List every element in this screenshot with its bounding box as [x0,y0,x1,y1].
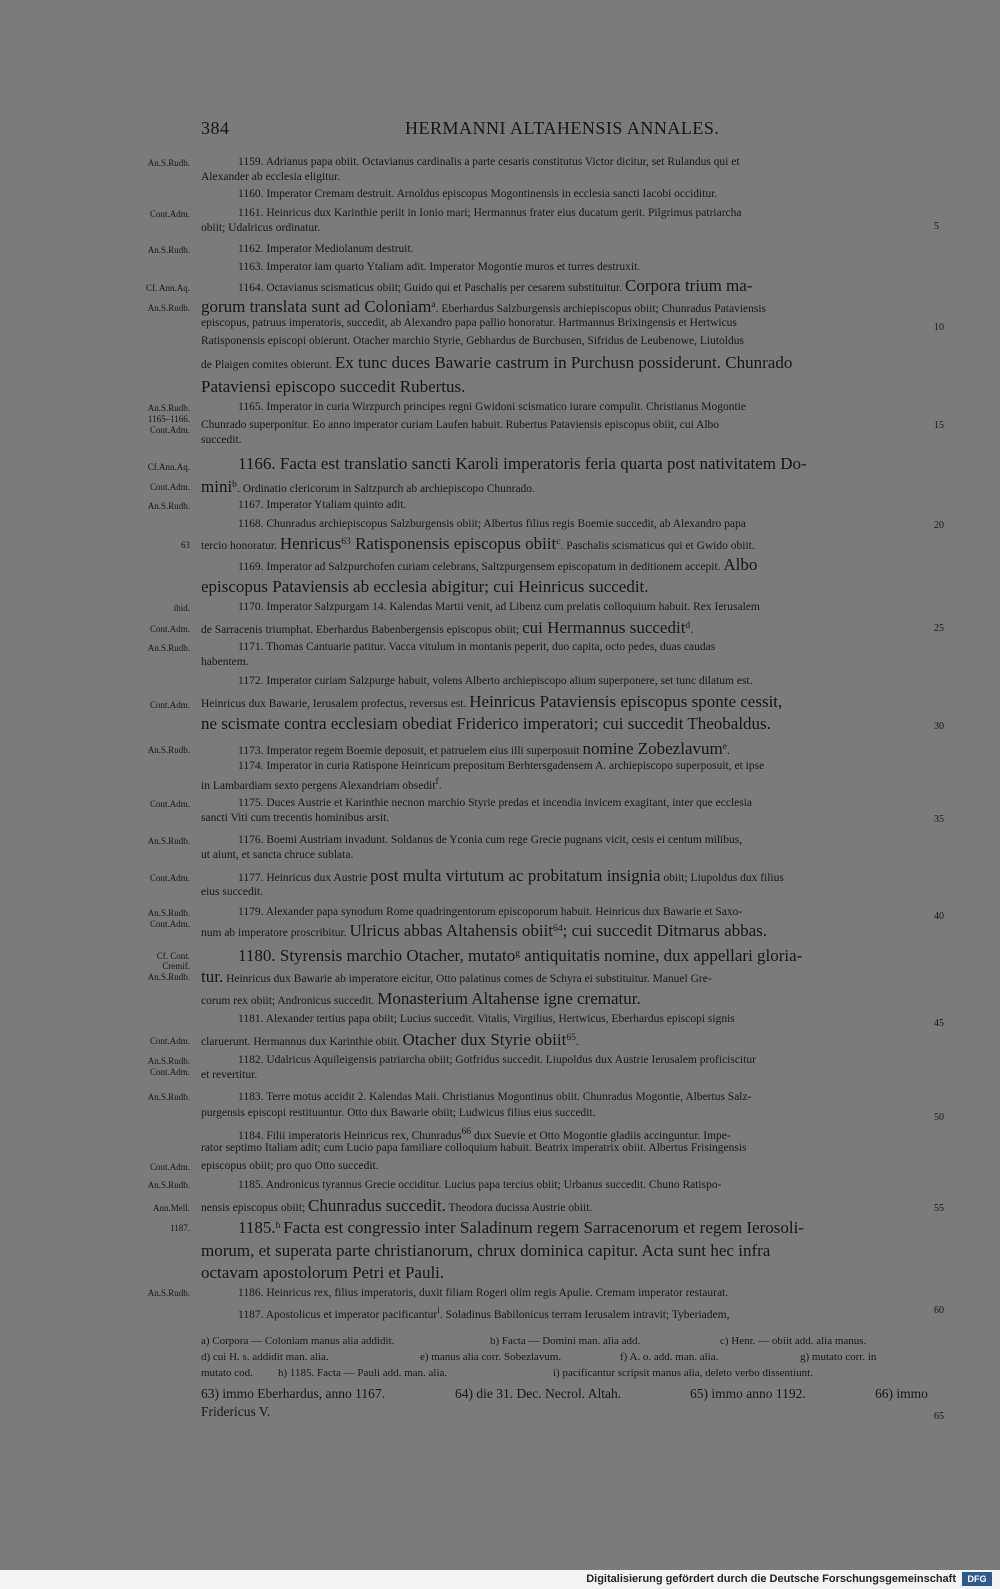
margin-ref: An.S.Rudb. [147,972,190,982]
text-line: 1185. Andronicus tyrannus Grecie occiditur. Lucius papa tercius obiit; Urbanus succedit. Chuno Ratispo- [238,1179,722,1191]
text-line: Pataviensi episcopo succedit Rubertus. [201,377,466,396]
line-number: 15 [934,420,944,431]
text-line: de Plaigen comites obierunt. Ex tunc duces Bawarie castrum in Purchusn possiderunt. Chunrado [201,353,793,372]
text-line: mini$^b$. Ordinatio clericorum in Saltzpurch ab archiepiscopo Chunrado. [201,476,535,496]
text-line: corum rex obiit; Andronicus succedit. Monasterium Altahense igne crematur. [201,989,641,1008]
text-line: ne scismate contra ecclesiam obediat Friderico imperatori; cui succedit Theobaldus. [201,714,771,733]
margin-ref: Cont.Adm. [149,482,190,492]
text-line: tur. Heinricus dux Bawarie ab imperatore eicitur, Otto palatinus comes de Schyra ei substituitur. Manuel Gre- [201,967,712,986]
footnote: g) mutato corr. in [800,1351,877,1363]
text-line: Alexander ab ecclesia eligitur. [201,171,341,183]
footnote: d) cui H. s. addidit man. alia. [201,1351,329,1363]
margin-ref: An.S.Rudb. [147,245,190,255]
text-line: obiit; Udalricus ordinatur. [201,222,321,234]
margin-ref: An.S.Rudb. [147,501,190,511]
text-line: 1176. Boemi Austriam invadunt. Soldanus de Yconia cum rege Grecie pugnans vicit, cesis ei centum milibus, [238,834,743,846]
text-line: eius succedit. [201,886,263,898]
text-line: 1186. Heinricus rex, filius imperatoris, duxit filiam Rogeri olim regis Apulie. Cremam imperator restaurat. [238,1287,729,1299]
line-number: 65 [934,1411,944,1422]
footnote: 64) die 31. Dec. Necrol. Altah. [455,1386,622,1401]
text-line: succedit. [201,434,242,446]
text-line: num ab imperatore proscribitur. Ulricus abbas Altahensis obiit$^{64}$; cui succedit Ditmarus abbas. [201,920,768,940]
margin-ref: An.S.Rudb. [147,403,190,413]
text-line: nensis episcopus obiit; Chunradus succedit. Theodora ducissa Austrie obiit. [201,1196,593,1215]
line-number: 10 [934,322,944,333]
text-line: 1181. Alexander tertius papa obiit; Lucius succedit. Vitalis, Virgilius, Hertwicus, Eberhardus episcopi signis [238,1013,735,1025]
text-line: et revertitur. [201,1069,258,1081]
text-line: 1172. Imperator curiam Salzpurge habuit, volens Alberto archiepiscopo alium superponere, set tunc dilatum est. [238,675,753,687]
text-line: episcopus, patruus imperatoris, succedit, ab Alexandro papa pallio honoratur. Hartmannus Brixingensis et Hertwicus [201,317,737,329]
footnote: 63) immo Eberhardus, anno 1167. [201,1386,385,1401]
footnote: mutato cod. [201,1367,253,1379]
page-number: 384 [201,118,230,138]
margin-ref: Cont.Adm. [149,624,190,634]
margin-ref: Cont.Adm. [149,700,190,710]
margin-ref: An.S.Rudb. [147,1056,190,1066]
footnote: c) Henr. — obiit add. alia manus. [720,1335,867,1347]
text-line: ut aiunt, et sancta chruce sublata. [201,849,354,861]
margin-ref: An.S.Rudb. [147,1092,190,1102]
text-line: 1179. Alexander papa synodum Rome quadringentorum episcoporum habuit. Heinricus dux Bawarie et Saxo- [238,906,743,918]
text-line: 1164. Octavianus scismaticus obiit; Guido qui et Paschalis per cesarem substituitur. Corpora trium ma- [238,276,753,295]
page-title: HERMANNI ALTAHENSIS ANNALES. [405,118,720,138]
line-number: 5 [934,221,939,232]
margin-ref: Cont.Adm. [149,919,190,929]
text-line: sancti Viti cum trecentis hominibus arsit. [201,812,390,824]
text-line: 1160. Imperator Cremam destruit. Arnoldus episcopus Mogontinensis in ecclesia sancti Iacobi occiditur. [238,188,718,200]
margin-ref: Cont.Adm. [149,209,190,219]
margin-ref: An.S.Rudb. [147,908,190,918]
text-line: 1163. Imperator iam quarto Ytaliam adit. Imperator Mogontie muros et turres destruxit. [238,261,641,273]
margin-ref: 63 [181,540,190,550]
footnote: f) A. o. add. man. alia. [620,1351,719,1363]
margin-ref: Cont.Adm. [149,1036,190,1046]
dfg-logo: DFG [962,1572,992,1586]
text-line: 1170. Imperator Salzpurgam 14. Kalendas Martii venit, ad Libenz cum prelatis colloquium habuit. Rex Ierusalem [238,601,760,613]
text-line: 1177. Heinricus dux Austrie post multa virtutum ac probitatum insignia obiit; Liupoldus dux filius [238,866,784,885]
margin-ref: Cont.Adm. [149,425,190,435]
text-line: Heinricus dux Bawarie, Ierusalem profectus, reversus est. Heinricus Pataviensis episcopus sponte cessit, [201,692,783,711]
footnote: i) pacificantur scripsit manus alia, deleto verbo dissentiunt. [553,1367,813,1379]
text-line: in Lambardiam sexto pergens Alexandriam obsedit$^f$. [201,776,442,792]
text-line: 1166. Facta est translatio sancti Karoli imperatoris feria quarta post nativitatem Do- [238,454,807,473]
text-line: gorum translata sunt ad Coloniam$^a$. Eberhardus Salzburgensis archiepiscopus obiit; Chunradus Pataviensis [201,296,767,316]
text-line: 1161. Heinricus dux Karinthie periit in Ionio mari; Hermannus frater eius ducatum gerit. Pilgrimus patriarcha [238,207,742,219]
margin-ref: Cf. Ann.Aq. [145,283,190,293]
margin-ref: 1165–1166. [147,414,190,424]
line-number: 20 [934,520,944,531]
text-line: 1175. Duces Austrie et Karinthie necnon marchio Styrie predas et incendia invicem exagitant, inter que ecclesia [238,797,753,809]
margin-ref: 1187. [170,1223,190,1233]
margin-ref: Cf.Ann.Aq. [147,462,190,472]
text-line: episcopus obiit; pro quo Otto succedit. [201,1160,379,1172]
margin-ref: Cf. Cont. [156,951,190,961]
footnote: 65) immo anno 1192. [690,1386,806,1401]
text-line: 1185.$^h$ Facta est congressio inter Saladinum regem Sarracenorum et regem Ierosoli- [238,1217,804,1237]
footnote: b) Facta — Domini man. alia add. [490,1335,641,1347]
margin-ref: Cont.Adm. [149,1067,190,1077]
text-line: 1168. Chunradus archiepiscopus Salzburgensis obiit; Albertus filius regis Boemie succedit, ab Alexandro papa [238,518,746,530]
text-line: 1173. Imperator regem Boemie deposuit, et patruelem eius illi superposuit nomine Zobezlavum$^e$. [238,738,730,758]
line-number: 50 [934,1112,944,1123]
text-line: rator septimo Italiam adit; cum Lucio papa familiare colloquium habuit. Beatrix imperatrix obiit. Albertus Frisingensis [201,1142,747,1154]
margin-ref: Cremif. [162,961,190,971]
margin-ref: Ann.Mell. [153,1203,190,1213]
text-line: octavam apostolorum Petri et Pauli. [201,1263,445,1282]
line-number: 45 [934,1018,944,1029]
text-line: 1182. Udalricus Aquileigensis patriarcha obiit; Gotfridus succedit. Liupoldus dux Austrie Ierusalem proficiscitur [238,1054,756,1066]
text-line: 1159. Adrianus papa obiit. Octavianus cardinalis a parte cesaris constitutus Victor dicitur, set Rulandus qui et [238,156,740,168]
line-number: 60 [934,1305,944,1316]
margin-ref: An.S.Rudb. [147,836,190,846]
text-line: morum, et superata parte christianorum, chrux dominica capitur. Acta sunt hec infra [201,1241,771,1260]
funding-credit: Digitalisierung gefördert durch die Deutsche Forschungsgemeinschaft [586,1573,956,1585]
footer-bar [0,1570,1000,1589]
text-line: Ratisponensis episcopi obierunt. Otacher marchio Styrie, Gebhardus de Burchusen, Sifridus de Leubenowe, Liutoldus [201,335,744,347]
margin-ref: An.S.Rudb. [147,1288,190,1298]
margin-ref: Cont.Adm. [149,1162,190,1172]
footnote: h) 1185. Facta — Pauli add. man. alia. [278,1367,448,1379]
footnote: Fridericus V. [201,1404,271,1419]
text-line: habentem. [201,656,249,668]
text-line: tercio honoratur. Henricus$^{63}$ Ratisponensis episcopus obiit$^c$. Paschalis scismaticus qui et Gwido obiit. [201,533,755,553]
text-line: 1180. Styrensis marchio Otacher, mutato$^g$ antiquitatis nomine, dux appellari gloria- [238,945,803,965]
margin-ref: An.S.Rudb. [147,643,190,653]
margin-ref: An.S.Rudb. [147,1180,190,1190]
margin-ref: Cont.Adm. [149,799,190,809]
margin-ref: An.S.Rudb. [147,745,190,755]
text-line: 1183. Terre motus accidit 2. Kalendas Maii. Christianus Mogontinus obiit. Chunradus Mogontie, Albertus Salz- [238,1091,752,1103]
text-line: 1165. Imperator in curia Wirzpurch principes regni Gwidoni scismatico iurare compulit. Christianus Mogontie [238,401,746,413]
text-line: de Sarracenis triumphat. Eberhardus Babenbergensis episcopus obiit; cui Hermannus succedit$^d$. [201,617,694,637]
line-number: 25 [934,623,944,634]
margin-ref: An.S.Rudb. [147,303,190,313]
text-line: 1187. Apostolicus et imperator pacificantur$^i$. Soladinus Babilonicus terram Ierusalem intravit; Tyberiadem, [238,1305,730,1321]
text-line: episcopus Pataviensis ab ecclesia abigitur; cui Heinricus succedit. [201,577,649,596]
footnote: a) Corpora — Coloniam manus alia addidit. [201,1335,395,1347]
margin-ref: Cont.Adm. [149,873,190,883]
text-line: 1169. Imperator ad Salzpurchofen curiam celebrans, Saltzpurgensem episcopatum in deditionem accepit. Albo [238,555,758,574]
margin-ref: An.S.Rudb. [147,158,190,168]
line-number: 40 [934,911,944,922]
text-line: 1167. Imperator Ytaliam quinto adit. [238,499,407,511]
text-line: 1174. Imperator in curia Ratispone Heinricum prepositum Berhtersgadensem A. archiepiscopo superposuit, et ipse [238,760,765,772]
footnote: e) manus alia corr. Sobezlavum. [420,1351,562,1363]
line-number: 55 [934,1203,944,1214]
text-line: Chunrado superponitur. Eo anno imperator curiam Laufen habuit. Rubertus Pataviensis episcopus obiit, cui Albo [201,419,720,431]
text-line: 1171. Thomas Cantuarie patitur. Vacca vitulum in montanis peperit, duo capita, octo pedes, duas caudas [238,641,716,653]
text-line: purgensis episcopi restituuntur. Otto dux Bawarie obiit; Ludwicus filius eius succedit. [201,1107,596,1119]
margin-ref: ibid. [173,603,190,613]
text-line: 1184. Filii imperatoris Heinricus rex, Chunradus$^{66}$ dux Suevie et Otto Mogontie gladiis accinguntur. Impe- [238,1126,731,1142]
text-line: 1162. Imperator Mediolanum destruit. [238,243,414,255]
line-number: 35 [934,814,944,825]
text-line: claruerunt. Hermannus dux Karinthie obiit. Otacher dux Styrie obiit$^{65}$. [201,1029,579,1049]
line-number: 30 [934,721,944,732]
footnote: 66) immo [875,1386,928,1401]
